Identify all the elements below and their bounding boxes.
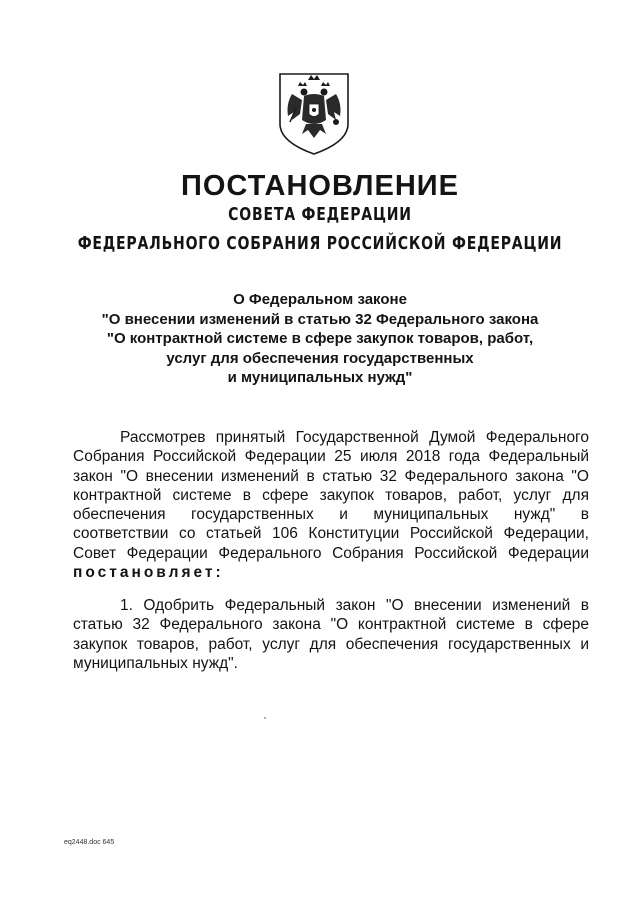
preamble-paragraph bbox=[73, 428, 589, 582]
paragraph-line: обеспечения государственных и муниципальных нужд" в bbox=[73, 506, 589, 524]
paragraph-line: соответствии со статьей 106 Конституции Российской Федерации, bbox=[73, 525, 589, 543]
subject-line: О Федеральном законе bbox=[233, 291, 407, 308]
scan-speck bbox=[264, 717, 266, 719]
subject-line: "О внесении изменений в статью 32 Федерального закона bbox=[101, 310, 539, 328]
document-file-code: eq2448.doc 645 bbox=[64, 839, 115, 846]
subject-line: и муниципальных нужд" bbox=[227, 369, 413, 386]
subject-line: услуг для обеспечения государственных bbox=[166, 349, 474, 367]
subject-heading bbox=[0, 290, 640, 388]
paragraph-line: Совет Федерации Федерального Собрания Российской Федерации bbox=[73, 544, 589, 562]
issuer-line-1: СОВЕТА ФЕДЕРАЦИИ bbox=[228, 204, 412, 225]
paragraph-line: закупок товаров, работ, услуг для обеспечения государственных и bbox=[73, 635, 589, 653]
subject-line: "О контрактной системе в сфере закупок товаров, работ, bbox=[106, 330, 534, 347]
paragraph-line: 1. Одобрить Федеральный закон "О внесении изменений в bbox=[120, 597, 589, 614]
paragraph-line: закон "О внесении изменений в статью 32 Федерального закона "О bbox=[73, 467, 589, 485]
paragraph-line: контрактной системе в сфере закупок товаров, работ, услуг для bbox=[73, 486, 589, 504]
paragraph-line: Рассмотрев принятый Государственной Думой Федерального bbox=[120, 429, 589, 446]
resolves-word: постановляет: bbox=[73, 564, 224, 582]
paragraph-line: статью 32 Федерального закона "О контрактной системе в сфере bbox=[73, 616, 589, 634]
document-type-title: ПОСТАНОВЛЕНИЕ bbox=[181, 170, 459, 202]
paragraph-line: Собрания Российской Федерации 25 июля 2018 года Федеральный bbox=[73, 448, 589, 466]
coat-of-arms-russia-icon bbox=[272, 64, 356, 156]
resolution-item-1 bbox=[73, 596, 589, 673]
paragraph-line: муниципальных нужд". bbox=[73, 654, 238, 672]
issuer-line-2: ФЕДЕРАЛЬНОГО СОБРАНИЯ РОССИЙСКОЙ ФЕДЕРАЦИИ bbox=[77, 233, 563, 254]
